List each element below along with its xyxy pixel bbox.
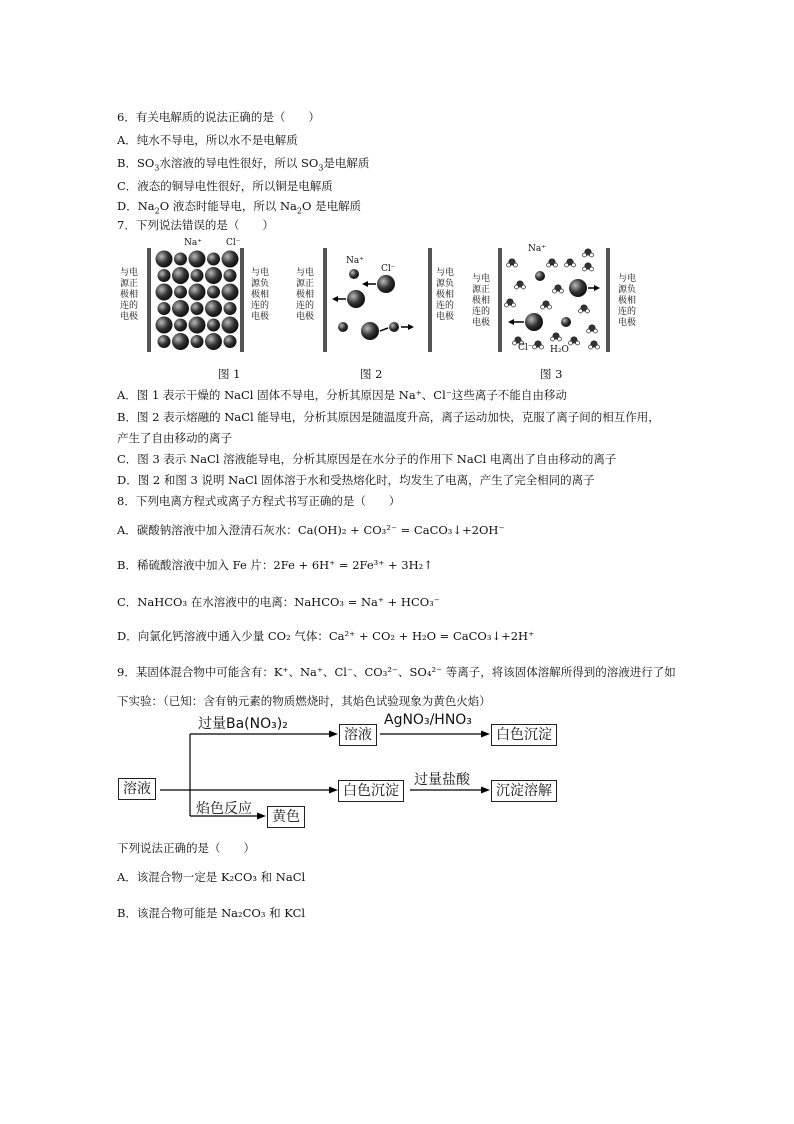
water-molecule	[505, 299, 516, 307]
electrolysis-figures	[118, 238, 638, 384]
cl-ion	[205, 300, 222, 317]
na-ion	[191, 269, 204, 282]
water-molecule	[547, 259, 558, 267]
water-molecule	[565, 259, 576, 267]
fig3-positive-electrode-label: 与电源正极相连的电极	[471, 274, 490, 328]
na-ion	[224, 302, 237, 315]
q7-option-a: A．图 1 表示干燥的 NaCl 固体不导电，分析其原因是 Na⁺、Cl⁻这些离子不能自由移动	[117, 388, 567, 402]
q9-stem-line2: 下实验：（已知：含有钠元素的物质燃烧时，其焰色试验现象为黄色火焰）	[117, 694, 491, 708]
cl-ion	[172, 333, 189, 350]
cl-ion	[156, 284, 173, 301]
na-ion	[207, 319, 220, 332]
q6-stem: 6．有关电解质的说法正确的是（ ）	[117, 110, 320, 124]
fig3-negative-electrode-label: 与电源负极相连的电极	[617, 274, 636, 328]
cl-ion	[172, 267, 189, 284]
water-molecule	[553, 285, 564, 293]
water-molecule	[515, 281, 526, 289]
na-ion	[174, 319, 187, 332]
caption-fig1: 图 1	[218, 367, 241, 381]
fig2-positive-electrode-label: 与电源正极相连的电极	[295, 268, 314, 322]
water-molecule	[533, 341, 544, 349]
cl-ion	[222, 251, 239, 268]
cl-ion	[156, 317, 173, 334]
caption-fig3: 图 3	[540, 367, 563, 381]
q6-option-c: C．液态的铜导电性很好，所以铜是电解质	[117, 179, 333, 193]
na-ion	[224, 335, 237, 348]
water-molecule	[569, 337, 580, 345]
q8-option-c: C．NaHCO₃ 在水溶液中的电离：NaHCO₃ = Na⁺ + HCO₃⁻	[117, 595, 440, 609]
q6-option-d: D．$Na_2O$ 液态时能导电，所以 $Na_2O$ 是电解质	[117, 199, 362, 216]
cl-ion	[205, 267, 222, 284]
water-molecule	[583, 249, 594, 257]
box-white-precipitate-1: 白色沉淀	[491, 724, 557, 746]
q8-option-b: B．稀硫酸溶液中加入 Fe 片：2Fe + 6H⁺ = 2Fe³⁺ + 3H₂↑	[117, 558, 433, 572]
q8-option-a: A．碳酸钠溶液中加入澄清石灰水：Ca(OH)₂ + CO₃²⁻ = CaCO₃↓+2OH⁻	[117, 523, 505, 537]
na-ion	[174, 286, 187, 299]
q7-option-b-line1: B．图 2 表示熔融的 NaCl 能导电，分析其原因是随温度升高，离子运动加快，克服了离子间的相互作用，	[117, 410, 660, 424]
water-molecule	[541, 301, 552, 309]
figure-2	[323, 248, 432, 352]
fig3-na-label: Na⁺	[528, 244, 546, 254]
fig2-na-label: Na⁺	[346, 256, 364, 266]
na-ion	[191, 335, 204, 348]
box-mid-solution: 溶液	[339, 724, 377, 746]
fig3-cl-label: Cl⁻	[518, 343, 533, 353]
label-agno3-hno3: AgNO₃/HNO₃	[384, 712, 472, 728]
fig2-negative-electrode-label: 与电源负极相连的电极	[435, 268, 454, 322]
q6-option-b: B．$SO_3$水溶液的导电性很好，所以 $SO_3$是电解质	[117, 156, 370, 173]
na-ion	[207, 286, 220, 299]
water-molecule	[579, 305, 590, 313]
water-molecule	[589, 341, 600, 349]
cl-ion	[189, 251, 206, 268]
na-ion	[224, 269, 237, 282]
figure-3	[498, 248, 610, 352]
label-excess-hcl: 过量盐酸	[414, 772, 470, 788]
water-molecule	[583, 263, 594, 271]
experiment-flowchart	[118, 712, 578, 843]
water-molecule	[587, 325, 598, 333]
fig2-cl-label: Cl⁻	[381, 264, 396, 274]
cl-ion	[189, 284, 206, 301]
q8-option-d: D．向氯化钙溶液中通入少量 CO₂ 气体：Ca²⁺ + CO₂ + H₂O = CaCO₃↓+2H⁺	[117, 629, 535, 643]
q9-stem-line1: 9．某固体混合物中可能含有：K⁺、Na⁺、Cl⁻、CO₃²⁻、SO₄²⁻ 等离子，将该固体溶解所得到的溶液进行了如	[117, 665, 676, 679]
box-solution: 溶液	[118, 778, 156, 800]
caption-fig2: 图 2	[360, 367, 383, 381]
figure-1	[147, 248, 244, 352]
q9-option-b: B．该混合物可能是 Na₂CO₃ 和 KCl	[117, 906, 306, 920]
na-ion	[158, 269, 171, 282]
q7-option-c: C．图 3 表示 NaCl 溶液能导电，分析其原因是在水分子的作用下 NaCl 电离出了自由移动的离子	[117, 452, 617, 466]
fig1-positive-electrode-label: 与电源正极相连的电极	[119, 268, 138, 322]
q9-option-a: A．该混合物一定是 K₂CO₃ 和 NaCl	[117, 870, 306, 884]
fig1-negative-electrode-label: 与电源负极相连的电极	[250, 268, 269, 322]
fig3-h2o-label: H₂O	[550, 345, 569, 355]
cl-ion	[189, 317, 206, 334]
q8-stem: 8．下列电离方程式或离子方程式书写正确的是（ ）	[117, 494, 401, 508]
box-yellow: 黄色	[267, 806, 305, 828]
fig1-cl-label: Cl⁻	[226, 238, 241, 248]
fig1-na-label: Na⁺	[184, 238, 202, 248]
water-molecule	[507, 259, 518, 267]
na-ion	[207, 253, 220, 266]
cl-ion	[172, 300, 189, 317]
cl-ion	[222, 317, 239, 334]
cl-ion	[222, 284, 239, 301]
q7-option-d: D．图 2 和图 3 说明 NaCl 固体溶于水和受热熔化时，均发生了电离，产生了完全相同的离子	[117, 473, 595, 487]
q9-ask: 下列说法正确的是（ ）	[117, 841, 255, 855]
label-flame-test: 焰色反应	[196, 801, 252, 817]
na-ion	[158, 335, 171, 348]
na-ion	[158, 302, 171, 315]
q7-stem: 7．下列说法错误的是（ ）	[117, 218, 274, 232]
cl-ion	[205, 333, 222, 350]
na-ion	[191, 302, 204, 315]
q6-option-a: A．纯水不导电，所以水不是电解质	[117, 133, 298, 147]
cl-ion	[156, 251, 173, 268]
label-excess-barium-nitrate: 过量Ba(NO₃)₂	[198, 716, 288, 732]
box-white-precipitate-2: 白色沉淀	[338, 780, 404, 802]
na-ion	[174, 253, 187, 266]
water-molecule	[551, 333, 562, 341]
q7-option-b-line2: 产生了自由移动的离子	[117, 431, 232, 445]
box-precipitate-dissolves: 沉淀溶解	[491, 780, 557, 802]
ion-diagram	[118, 244, 638, 384]
